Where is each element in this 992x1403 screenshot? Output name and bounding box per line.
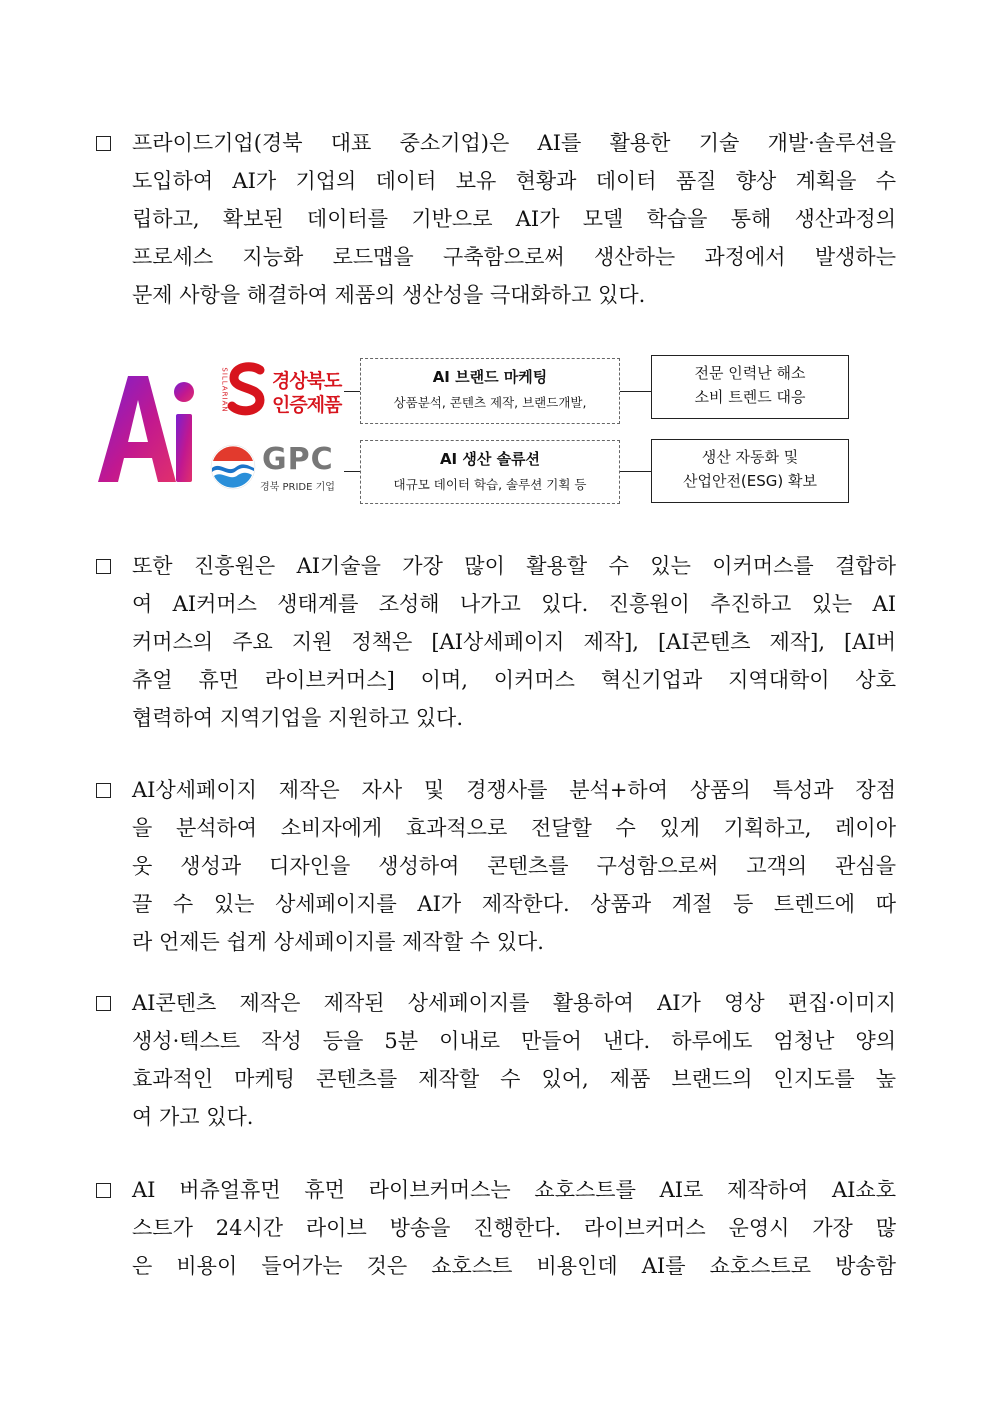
paragraph-line: 생성·텍스트 작성 등을 5분 이내로 만들어 낸다. 하루에도 엄청난 양의 <box>132 1029 896 1053</box>
row2-out1: 생산 자동화 및 <box>701 448 799 466</box>
ai-brand-marketing-box <box>360 358 620 424</box>
checkbox-square-icon <box>96 136 111 151</box>
brand1-side-text: SILLARIAN <box>220 367 229 413</box>
paragraph-line: 은 비용이 들어가는 것은 쇼호스트 비용인데 AI를 쇼호스트로 방송함 <box>132 1254 896 1278</box>
paragraph-line: 을 분석하여 소비자에게 효과적으로 전달할 수 있게 기획하고, 레이아 <box>132 816 896 840</box>
paragraph-line: 도입하여 AI가 기업의 데이터 보유 현황과 데이터 품질 향상 계획을 수 <box>132 169 896 193</box>
paragraph-line: 커머스의 주요 지원 정책은 [AI상세페이지 제작], [AI콘텐츠 제작], [AI버 <box>132 630 896 654</box>
gpc-logo <box>210 442 345 498</box>
brand2-name: GPC <box>262 442 334 477</box>
paragraph-line: 끌 수 있는 상세페이지를 AI가 제작한다. 상품과 계절 등 트렌드에 따 <box>132 892 896 916</box>
paragraph-line: 스트가 24시간 라이브 방송을 진행한다. 라이브커머스 운영시 가장 많 <box>132 1216 896 1240</box>
paragraph-line: AI 버츄얼휴먼 휴먼 라이브커머스는 쇼호스트를 AI로 제작하여 AI쇼호 <box>132 1178 896 1202</box>
checkbox-square-icon <box>96 996 111 1011</box>
row1-outcome-box <box>651 355 849 419</box>
row1-title: AI 브랜드 마케팅 <box>432 368 548 386</box>
paragraph-line: 효과적인 마케팅 콘텐츠를 제작할 수 있어, 제품 브랜드의 인지도를 높 <box>132 1067 896 1091</box>
row2-title: AI 생산 솔류션 <box>439 450 541 468</box>
brand2-sub: 경북 PRIDE 기업 <box>260 482 335 493</box>
paragraph-line: 라 언제든 쉽게 상세페이지를 제작할 수 있다. <box>132 930 544 954</box>
paragraph-line: 여 가고 있다. <box>132 1105 254 1129</box>
paragraph-line: AI상세페이지 제작은 자사 및 경쟁사를 분석+하여 상품의 특성과 장점 <box>132 778 896 802</box>
connector-line <box>620 391 651 392</box>
row2-sub: 대규모 데이터 학습, 솔루션 기획 등 <box>393 477 587 492</box>
gyeongbuk-certified-logo <box>216 362 346 420</box>
connector-line <box>344 471 360 472</box>
brand1-line1: 경상북도 <box>272 370 342 392</box>
paragraph-line: 웃 생성과 디자인을 생성하여 콘텐츠를 구성함으로써 고객의 관심을 <box>132 854 896 878</box>
connector-line <box>344 391 360 392</box>
s-emblem-icon <box>226 362 268 416</box>
ai-production-solution-box <box>360 440 620 504</box>
paragraph-line: 또한 진흥원은 AI기술을 가장 많이 활용할 수 있는 이커머스를 결합하 <box>132 554 896 578</box>
checkbox-square-icon <box>96 783 111 798</box>
row2-outcome-box <box>651 439 849 503</box>
connector-line <box>620 471 651 472</box>
row1-sub: 상품분석, 콘텐츠 제작, 브랜드개발, <box>393 395 587 410</box>
paragraph-line: 문제 사항을 해결하여 제품의 생산성을 극대화하고 있다. <box>132 283 646 307</box>
paragraph-line: 츄얼 휴먼 라이브커머스] 이며, 이커머스 혁신기업과 지역대학이 상호 <box>132 668 896 692</box>
ai-strategy-diagram <box>96 350 856 510</box>
row2-out2: 산업안전(ESG) 확보 <box>682 472 818 490</box>
paragraph-line: 여 AI커머스 생태계를 조성해 나가고 있다. 진흥원이 추진하고 있는 AI <box>132 592 896 616</box>
checkbox-square-icon <box>96 559 111 574</box>
brand1-line2: 인증제품 <box>272 394 342 416</box>
paragraph-line: 프라이드기업(경북 대표 중소기업)은 AI를 활용한 기술 개발·솔루션을 <box>132 131 896 155</box>
gpc-emblem-icon <box>210 444 256 490</box>
ai-logo-icon <box>96 364 196 484</box>
paragraph-line: 프로세스 지능화 로드맵을 구축함으로써 생산하는 과정에서 발생하는 <box>132 245 896 269</box>
checkbox-square-icon <box>96 1183 111 1198</box>
paragraph-line: 립하고, 확보된 데이터를 기반으로 AI가 모델 학습을 통해 생산과정의 <box>132 207 896 231</box>
row1-out2: 소비 트렌드 대응 <box>694 388 806 406</box>
paragraph-line: AI콘텐츠 제작은 제작된 상세페이지를 활용하여 AI가 영상 편집·이미지 <box>132 991 896 1015</box>
row1-out1: 전문 인력난 해소 <box>694 364 806 382</box>
paragraph-line: 협력하여 지역기업을 지원하고 있다. <box>132 706 463 730</box>
